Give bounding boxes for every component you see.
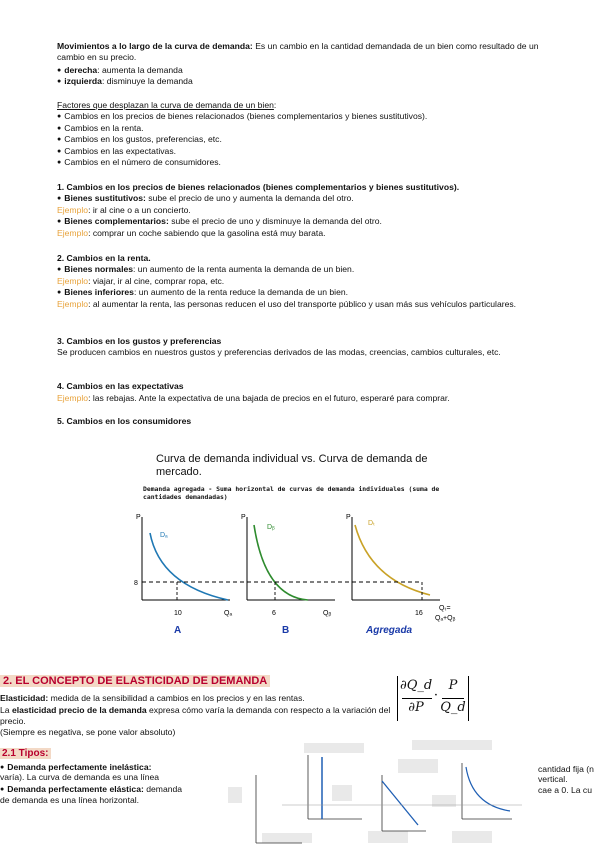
list-item: ● Bienes sustitutivos: sube el precio de uno y aumenta la demanda del otro. [57, 193, 354, 206]
list-item-continuation: de demanda es una línea horizontal. [0, 795, 140, 805]
diagram-box [304, 743, 364, 753]
formula-bar [402, 698, 432, 699]
axis-q-label: Qᵦ [323, 610, 332, 617]
p-label: P [346, 514, 351, 521]
panel-name: A [174, 625, 182, 636]
example-line: Ejemplo: viajar, ir al cine, comprar ropa, etc. [57, 276, 225, 286]
elasticity-types-diagram [222, 735, 534, 848]
cut-text: cae a 0. La cu [538, 785, 592, 795]
section-heading-elasticidad: 2. EL CONCEPTO DE ELASTICIDAD DE DEMANDA [0, 675, 270, 687]
formula-dot: · [433, 688, 439, 703]
figure-title: Curva de demanda individual vs. Curva de demanda de mercado. [156, 453, 428, 478]
quantity-value: 10 [174, 610, 182, 617]
section-3-text: Se producen cambios en nuestros gustos y preferencias derivados de las modas, creencias, cambios culturales, etc. [57, 347, 501, 357]
list-item-continuation: varía). La curva de demanda es una línea [0, 772, 160, 782]
list-item: ● Demanda perfectamente elástica: demanda [0, 784, 182, 797]
cut-text: vertical. [538, 774, 568, 784]
figure-subtitle: Demanda agregada - Suma horizontal de curvas de demanda individuales (suma de cantidades demandadas) [143, 485, 440, 501]
curve-label: Dₐ [160, 532, 168, 539]
diagram-box [368, 831, 408, 843]
quantity-value: 16 [415, 610, 423, 617]
list-item: ● Cambios en el número de consumidores. [57, 157, 221, 170]
movimientos-text: Es un cambio en la cantidad demandada de un bien como resultado de un cambio en su precio. [57, 41, 539, 62]
factores-title: Factores que desplazan la curva de demanda de un bien: [57, 100, 277, 110]
demand-line [382, 781, 418, 825]
elasticity-formula [397, 676, 469, 721]
axis-q-label: Qₐ+Qᵦ [435, 615, 456, 622]
list-item: ● Bienes normales: un aumento de la renta aumenta la demanda de un bien. [57, 264, 354, 277]
section-5-title: 5. Cambios en los consumidores [57, 416, 192, 426]
demand-curve-a [150, 533, 228, 600]
demand-curve [466, 767, 510, 811]
example-line: Ejemplo: ir al cine o a un concierto. [57, 205, 191, 215]
diagram-box [452, 831, 492, 843]
diagram-box [398, 759, 438, 773]
demand-curve-b [254, 525, 308, 600]
section-heading-tipos: 2.1 Tipos: [2, 748, 49, 759]
curve-label: Dᵦ [267, 524, 275, 531]
axis-q-label: Qₐ [224, 610, 233, 617]
list-item: ● izquierda: disminuye la demanda [57, 76, 193, 89]
example-line: Ejemplo: comprar un coche sabiendo que la gasolina está muy barata. [57, 228, 326, 238]
elasticidad-definition: Elasticidad: medida de la sensibilidad a cambios en los precios y en las rentas. [0, 693, 305, 703]
section-3-title: 3. Cambios en los gustos y preferencias [57, 336, 222, 346]
quantity-value: 6 [272, 610, 276, 617]
list-item: ● Demanda perfectamente inelástica: [0, 762, 151, 775]
diagram-box [228, 787, 242, 803]
demand-curves-figure [130, 505, 475, 640]
cut-text: cantidad fija (n [538, 764, 594, 774]
panel-name: Agregada [366, 625, 413, 636]
formula-numerator-2: P [448, 678, 458, 693]
list-item: ● derecha: aumenta la demanda [57, 65, 183, 78]
demand-curve-agregada [355, 525, 430, 595]
panel-name: B [282, 625, 290, 636]
section-2-title: 2. Cambios en la renta. [57, 253, 151, 263]
list-item: ● Cambios en la renta. [57, 123, 144, 136]
p-label: P [241, 514, 246, 521]
curve-label: Dₜ [368, 520, 376, 527]
diagram-box [332, 785, 352, 801]
list-item: ● Cambios en los precios de bienes relacionados (bienes complementarios y bienes sustitutivos). [57, 111, 427, 124]
elasticidad-note: (Siempre es negativa, se pone valor absoluto) [0, 727, 176, 737]
list-item: ● Cambios en las expectativas. [57, 146, 176, 159]
movimientos-paragraph [57, 41, 557, 62]
diagram-box [412, 740, 492, 750]
section-4-title: 4. Cambios en las expectativas [57, 381, 184, 391]
list-item: ● Bienes complementarios: sube el precio de uno y disminuye la demanda del otro. [57, 216, 382, 229]
formula-denominator-2: Q_d [440, 700, 466, 715]
example-line: Ejemplo: las rebajas. Ante la expectativa de una bajada de precios en el futuro, esperaré para comprar. [57, 393, 450, 403]
elasticidad-precio-text: La elasticidad precio de la demanda expresa cómo varía la demanda con respecto a la variación del precio. [0, 705, 391, 726]
price-value: 8 [134, 580, 138, 587]
formula-bar [442, 698, 464, 699]
p-label: P [136, 514, 141, 521]
formula-denominator-1: ∂P [408, 700, 424, 715]
example-line: Ejemplo: al aumentar la renta, las personas reducen el uso del transporte público y usan más sus vehículos particulares. [57, 299, 517, 309]
diagram-box [262, 833, 312, 843]
formula-numerator-1: ∂Q_d [400, 678, 433, 693]
section-1-title: 1. Cambios en los precios de bienes relacionados (bienes complementarios y bienes sustitutivos). [57, 182, 460, 192]
list-item: ● Bienes inferiores: un aumento de la renta reduce la demanda de un bien. [57, 287, 348, 300]
axis-q-label: Qₜ= [439, 605, 451, 612]
list-item: ● Cambios en los gustos, preferencias, etc. [57, 134, 222, 147]
movimientos-title: Movimientos a lo largo de la curva de demanda: [57, 41, 253, 51]
